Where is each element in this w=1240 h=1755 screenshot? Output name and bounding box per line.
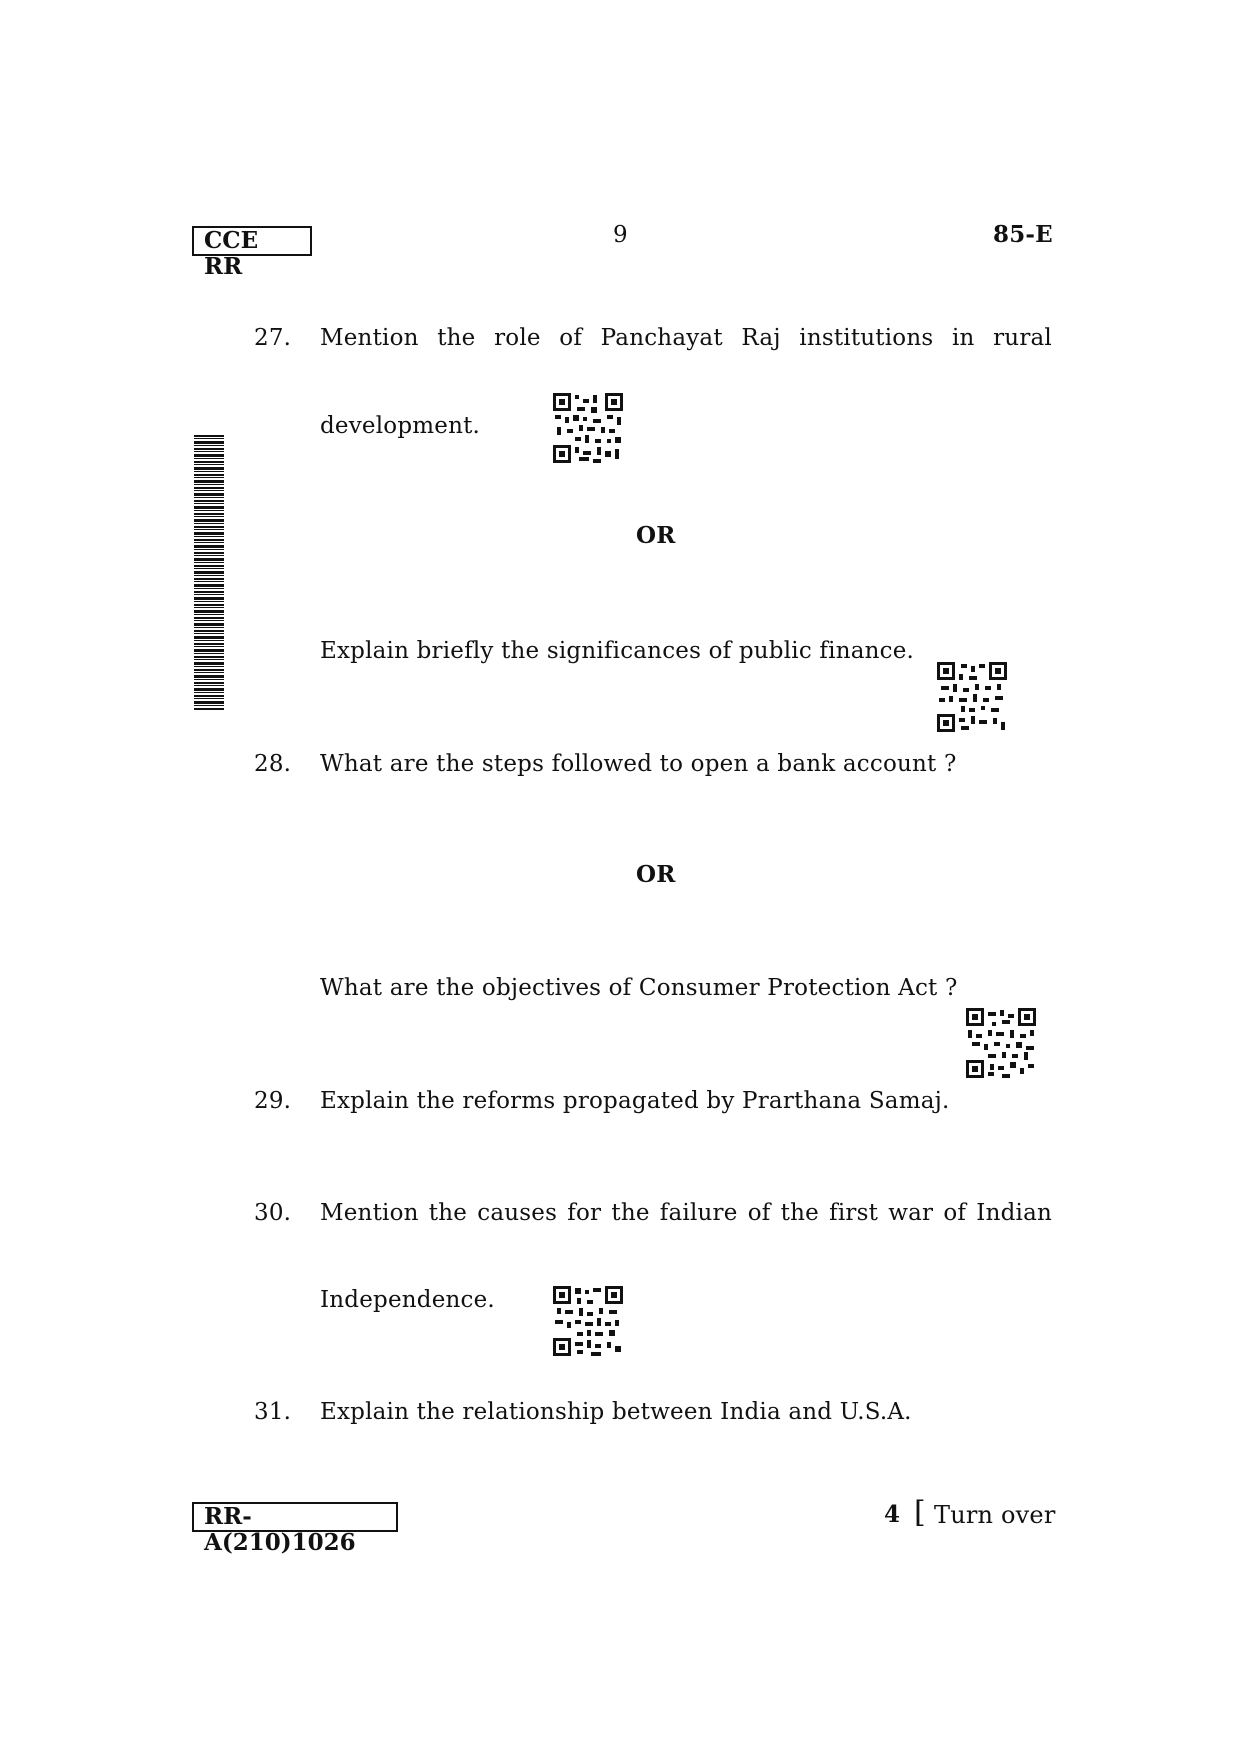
question-number-31: 31. xyxy=(254,1399,292,1425)
question-number-30: 30. xyxy=(254,1200,292,1226)
question-27-line2: development. xyxy=(320,413,481,439)
exam-code-box xyxy=(192,226,312,280)
or-separator: OR xyxy=(636,522,676,549)
question-28-alternative: What are the objectives of Consumer Protection Act ? xyxy=(320,975,958,1001)
qr-code-icon xyxy=(966,1008,1036,1078)
paper-code: 85-E xyxy=(993,221,1053,248)
question-28-text: What are the steps followed to open a bank account ? xyxy=(320,751,957,777)
page-number: 9 xyxy=(613,222,628,248)
question-number-27: 27. xyxy=(254,325,292,351)
bracket: [ xyxy=(914,1495,926,1530)
sheet-number: 4 xyxy=(884,1501,901,1528)
or-separator: OR xyxy=(636,861,676,888)
turn-over-label: Turn over xyxy=(934,1501,1056,1529)
qr-code-icon xyxy=(553,393,623,463)
qr-code-icon xyxy=(937,662,1007,732)
booklet-code: RR-A(210)1026 xyxy=(204,1503,356,1556)
question-27-alternative: Explain briefly the significances of public finance. xyxy=(320,638,915,664)
question-31-text: Explain the relationship between India and U.S.A. xyxy=(320,1399,912,1425)
question-30-line1: Mention the causes for the failure of the first war of Indian xyxy=(320,1200,1052,1226)
question-number-28: 28. xyxy=(254,751,292,777)
booklet-code-box xyxy=(192,1502,398,1556)
exam-code: CCE RR xyxy=(204,227,259,280)
qr-code-icon xyxy=(553,1286,623,1356)
question-number-29: 29. xyxy=(254,1088,292,1114)
barcode xyxy=(194,435,224,710)
question-29-text: Explain the reforms propagated by Prarthana Samaj. xyxy=(320,1088,950,1114)
question-30-line2: Independence. xyxy=(320,1287,495,1313)
question-27-line1: Mention the role of Panchayat Raj institutions in rural xyxy=(320,325,1052,351)
